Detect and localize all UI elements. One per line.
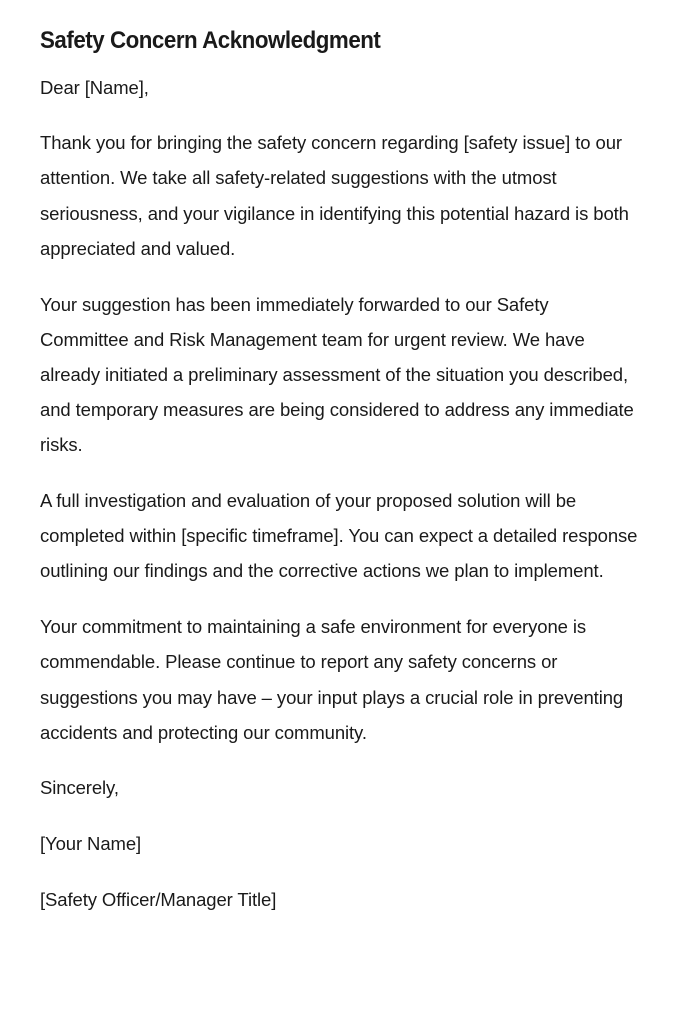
greeting: Dear [Name], — [40, 77, 149, 98]
body-paragraph-2: Your suggestion has been immediately forwarded to our Safety Committee and Risk Management team for urgent review. We have already initiated a preliminary assessment of the situation you described, and temporary measures are being considered to address any immediate risks. — [40, 293, 634, 456]
signature-title: [Safety Officer/Manager Title] — [40, 888, 277, 910]
closing: Sincerely, — [40, 777, 119, 799]
body-paragraph-4: Your commitment to maintaining a safe environment for everyone is commendable. Please continue to report any safety concerns or suggestions you may have – your input plays a crucial role in preventing accidents and protecting our community. — [40, 616, 624, 743]
page-title: Safety Concern Acknowledgment — [40, 27, 381, 54]
letter-document — [40, 22, 640, 938]
body-paragraph-1: Thank you for bringing the safety concern regarding [safety issue] to our attention. We take all safety-related suggestions with the utmost seriousness, and your vigilance in identifying this potential hazard is both appreciated and valued. — [40, 132, 629, 259]
body-paragraph-3: A full investigation and evaluation of your proposed solution will be completed within [specific timeframe]. You can expect a detailed response outlining our findings and the corrective actions we plan to implement. — [40, 490, 638, 582]
signature-name: [Your Name] — [40, 833, 142, 855]
